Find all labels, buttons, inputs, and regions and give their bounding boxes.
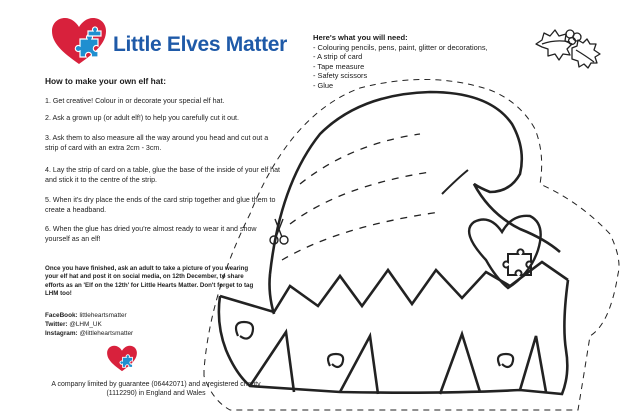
list-item: - Colouring pencils, pens, paint, glitter or decorations, — [313, 43, 488, 52]
social-twitter: Twitter: @LHM_UK — [45, 321, 102, 328]
heart-puzzle-logo-small — [106, 345, 138, 373]
step-3: 3. Ask them to also measure all the way around you head and cut out a strip of card with an extra 2cm - 3cm. — [45, 134, 269, 153]
charity-footer: A company limited by guarantee (06442071) and a registered charity (1112290) in England and Wales — [51, 381, 261, 397]
list-item: - A strip of card — [313, 52, 363, 62]
needs-title: Here's what you will need: — [313, 33, 408, 42]
heart-puzzle-logo — [50, 17, 108, 67]
step-1: 1. Get creative! Colour in or decorate your special elf hat. — [45, 97, 225, 105]
howto-title: How to make your own elf hat: — [45, 76, 166, 86]
holly-icon — [528, 14, 610, 76]
step-2: 2. Ask a grown up (or adult elf!) to help you carefully cut it out. — [45, 114, 239, 122]
brand-name: Little Elves Matter — [113, 33, 288, 56]
share-note: Once you have finished, ask an adult to take a picture of you wearing your elf hat and post it on social media, on 12th December, to share efforts as an 'Elf on the 12th' for Little Hearts Matter. Don't forget to tag LHM too! — [45, 265, 254, 298]
social-instagram: Instagram: @littleheartsmatter — [45, 330, 134, 337]
social-facebook: FaceBook: littleheartsmatter — [45, 312, 127, 319]
step-5: 5. When it's dry place the ends of the card strip together and glue them to create a headband. — [45, 196, 276, 215]
elf-hat-outline — [190, 74, 624, 416]
list-item: - Safety scissors — [313, 71, 368, 81]
list-item: - Glue — [313, 80, 334, 90]
list-item: - Tape measure — [313, 61, 365, 71]
step-6: 6. When the glue has dried you're almost ready to wear it and show yourself as an elf! — [45, 225, 257, 244]
step-4: 4. Lay the strip of card on a table, glue the base of the inside of your elf hat and stick it to the centre of the strip. — [45, 166, 281, 185]
